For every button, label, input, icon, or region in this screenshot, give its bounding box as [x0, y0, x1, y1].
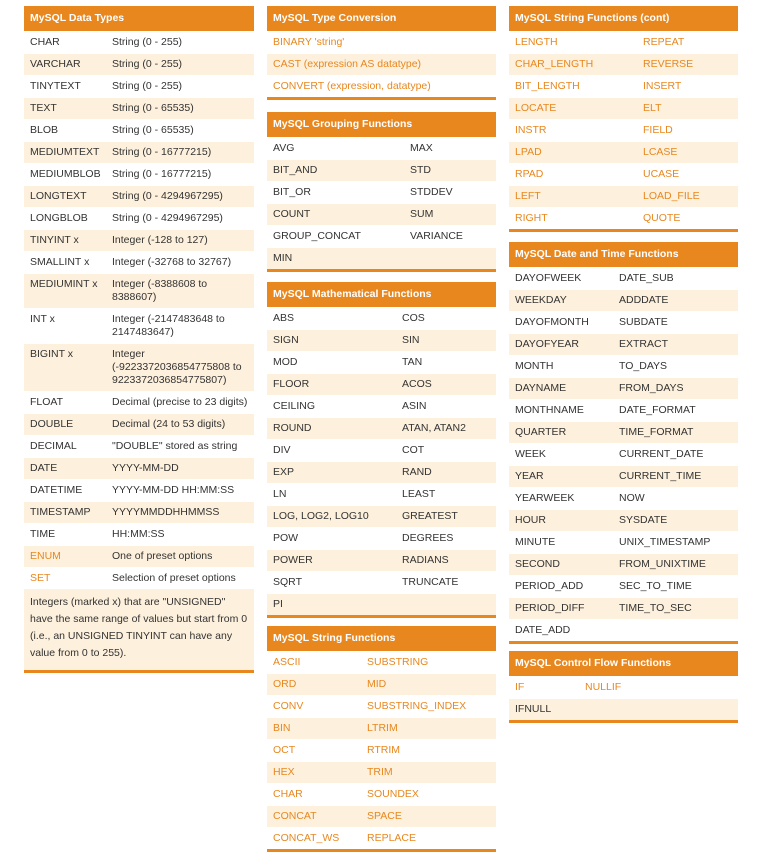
- cell-primary: CONV: [273, 700, 304, 712]
- panel-title: MySQL Data Types: [24, 6, 254, 31]
- cell-secondary: REPEAT: [643, 36, 685, 48]
- cell-secondary: STD: [410, 164, 431, 176]
- cell-secondary: [404, 248, 496, 256]
- table-row: [24, 97, 254, 119]
- cell-secondary: SPACE: [367, 810, 402, 822]
- cell-primary: DAYOFYEAR: [515, 338, 579, 350]
- table-row: [267, 439, 496, 461]
- cell-secondary: SOUNDEX: [367, 788, 419, 800]
- data-types-table: [24, 31, 254, 589]
- table-row: [24, 343, 254, 391]
- cell-primary: BIGINT x: [30, 348, 73, 360]
- cell-secondary: [579, 699, 738, 707]
- cell-secondary: LOAD_FILE: [643, 190, 700, 202]
- cell-primary: BIT_LENGTH: [515, 80, 580, 92]
- table-row: [267, 247, 496, 269]
- cell-primary: DATE_ADD: [515, 624, 571, 636]
- table-row: [267, 395, 496, 417]
- cell-secondary: UCASE: [643, 168, 680, 180]
- cell-secondary: LEAST: [402, 488, 436, 500]
- cell-primary: CHAR_LENGTH: [515, 58, 594, 70]
- cell-secondary: Integer (-9223372036854775808 to 9223372036854775807): [112, 348, 242, 386]
- cell-primary: MINUTE: [515, 536, 556, 548]
- panel-title: MySQL String Functions: [267, 626, 496, 651]
- cell-secondary: [396, 594, 496, 602]
- math-table: [267, 307, 496, 615]
- cell-primary: CONCAT_WS: [273, 832, 340, 844]
- panel-data-types: [24, 6, 254, 673]
- table-row: [509, 421, 738, 443]
- cell-secondary: GREATEST: [402, 510, 458, 522]
- cell-secondary: UNIX_TIMESTAMP: [619, 536, 711, 548]
- table-row: [509, 487, 738, 509]
- cell-primary: TINYTEXT: [30, 80, 81, 92]
- cell-secondary: DATE_SUB: [619, 272, 674, 284]
- cell-secondary: Integer (-2147483648 to 2147483647): [112, 313, 225, 338]
- table-row: [267, 225, 496, 247]
- cell-primary: EXP: [273, 466, 295, 478]
- table-row: [509, 553, 738, 575]
- cell-secondary: REVERSE: [643, 58, 694, 70]
- cell-secondary: RTRIM: [367, 744, 401, 756]
- table-row: [267, 673, 496, 695]
- cell-secondary: SEC_TO_TIME: [619, 580, 692, 592]
- table-row: [267, 739, 496, 761]
- table-row: [509, 207, 738, 229]
- table-row: [267, 181, 496, 203]
- cell-primary: INSTR: [515, 124, 547, 136]
- table-row: [267, 505, 496, 527]
- panel-title: MySQL Mathematical Functions: [267, 282, 496, 307]
- cell-primary: LN: [273, 488, 287, 500]
- cell-primary: RPAD: [515, 168, 544, 180]
- table-row: [267, 351, 496, 373]
- cell-secondary: One of preset options: [112, 550, 213, 562]
- table-row: [267, 549, 496, 571]
- cell-secondary: LTRIM: [367, 722, 398, 734]
- cell-secondary: REPLACE: [367, 832, 417, 844]
- cell-secondary: String (0 - 255): [112, 80, 183, 92]
- panel-title: MySQL Type Conversion: [267, 6, 496, 31]
- table-row: [24, 523, 254, 545]
- cell-secondary: HH:MM:SS: [112, 528, 165, 540]
- cell-secondary: SUBSTRING: [367, 656, 429, 668]
- panel-title: MySQL Date and Time Functions: [509, 242, 738, 267]
- cell-secondary: SIN: [402, 334, 420, 346]
- cell-primary: SMALLINT x: [30, 256, 90, 268]
- cell-secondary: SUBSTRING_INDEX: [367, 700, 467, 712]
- cell-primary: LONGBLOB: [30, 212, 88, 224]
- cell-primary: SECOND: [515, 558, 560, 570]
- cell-secondary: CURRENT_TIME: [619, 470, 702, 482]
- cell-secondary: SYSDATE: [619, 514, 668, 526]
- cell-secondary: LCASE: [643, 146, 678, 158]
- cell-secondary: String (0 - 65535): [112, 102, 194, 114]
- panel-control-flow-functions: [509, 651, 738, 723]
- table-row: [24, 75, 254, 97]
- cell-primary: MEDIUMBLOB: [30, 168, 101, 180]
- cell-primary: MONTH: [515, 360, 554, 372]
- table-row: [509, 333, 738, 355]
- cell-primary: DAYOFWEEK: [515, 272, 582, 284]
- cell-primary: WEEKDAY: [515, 294, 567, 306]
- cell-primary: WEEK: [515, 448, 546, 460]
- cell-primary: ROUND: [273, 422, 312, 434]
- cell-secondary: ACOS: [402, 378, 432, 390]
- cell-secondary: MID: [367, 678, 387, 690]
- table-row: [267, 159, 496, 181]
- cell-primary: INT x: [30, 313, 55, 325]
- cell-primary: SET: [30, 572, 51, 584]
- cell-secondary: SUM: [410, 208, 434, 220]
- cell-secondary: QUOTE: [643, 212, 681, 224]
- table-row: [509, 141, 738, 163]
- cell-secondary: TIME_FORMAT: [619, 426, 694, 438]
- panel-title: MySQL Control Flow Functions: [509, 651, 738, 676]
- cell-secondary: ADDDATE: [619, 294, 669, 306]
- cell-secondary: TRIM: [367, 766, 393, 778]
- table-row: [24, 251, 254, 273]
- cell-secondary: TRUNCATE: [402, 576, 459, 588]
- table-row: [24, 501, 254, 523]
- table-row: [24, 479, 254, 501]
- cell-primary: RIGHT: [515, 212, 548, 224]
- cell-secondary: FROM_DAYS: [619, 382, 684, 394]
- table-row: [509, 509, 738, 531]
- cell-primary: SIGN: [273, 334, 299, 346]
- table-row: [509, 575, 738, 597]
- table-row: [267, 373, 496, 395]
- table-row: [24, 31, 254, 53]
- table-row: [24, 119, 254, 141]
- cell-primary: MOD: [273, 356, 298, 368]
- cell-primary: ENUM: [30, 550, 61, 562]
- cell-secondary: DEGREES: [402, 532, 454, 544]
- cell-primary: YEAR: [515, 470, 544, 482]
- table-row: [267, 137, 496, 159]
- cell-secondary: String (0 - 65535): [112, 124, 194, 136]
- cell-primary: TEXT: [30, 102, 57, 114]
- panel-title: MySQL Grouping Functions: [267, 112, 496, 137]
- cell-primary: BLOB: [30, 124, 59, 136]
- table-row: [24, 163, 254, 185]
- table-row: [509, 399, 738, 421]
- table-row: [24, 308, 254, 343]
- cell-primary: IF: [515, 681, 525, 693]
- cell-secondary: RADIANS: [402, 554, 449, 566]
- table-row: [24, 273, 254, 308]
- table-row: [267, 527, 496, 549]
- table-row: [24, 53, 254, 75]
- table-row: [267, 31, 496, 53]
- cell-primary: HOUR: [515, 514, 546, 526]
- cell-primary: ASCII: [273, 656, 301, 668]
- unsigned-note: Integers (marked x) that are "UNSIGNED" have the same range of values but start from 0 (i.e., an UNSIGNED TINYINT can have any value from 0 to 255).: [24, 589, 254, 670]
- cell-primary: CHAR: [30, 36, 60, 48]
- table-row: [24, 391, 254, 413]
- table-row: [509, 53, 738, 75]
- cell-primary: CHAR: [273, 788, 303, 800]
- cell-primary: FLOOR: [273, 378, 310, 390]
- control-flow-table: [509, 676, 738, 720]
- cell-primary: GROUP_CONCAT: [273, 230, 361, 242]
- cell-secondary: STDDEV: [410, 186, 453, 198]
- cell-primary: DATE: [30, 462, 58, 474]
- table-row: [509, 163, 738, 185]
- cell-secondary: VARIANCE: [410, 230, 463, 242]
- cell-primary: CAST (expression AS datatype): [273, 58, 422, 70]
- table-row: [267, 695, 496, 717]
- table-row: [24, 545, 254, 567]
- cell-primary: LEFT: [515, 190, 541, 202]
- table-row: [509, 597, 738, 619]
- cell-secondary: Selection of preset options: [112, 572, 236, 584]
- cell-primary: MEDIUMINT x: [30, 278, 98, 290]
- table-row: [267, 827, 496, 849]
- table-row: [267, 593, 496, 615]
- table-row: [509, 619, 738, 641]
- table-row: [267, 571, 496, 593]
- panel-grouping-functions: [267, 112, 496, 272]
- cell-primary: QUARTER: [515, 426, 567, 438]
- table-row: [24, 567, 254, 589]
- table-row: [509, 289, 738, 311]
- cell-primary: BIT_AND: [273, 164, 318, 176]
- panel-math-functions: [267, 282, 496, 618]
- cell-secondary: TAN: [402, 356, 423, 368]
- cell-secondary: NULLIF: [585, 681, 622, 693]
- table-row: [509, 31, 738, 53]
- table-row: [509, 119, 738, 141]
- cell-primary: FLOAT: [30, 396, 64, 408]
- cell-secondary: MAX: [410, 142, 433, 154]
- cell-primary: MONTHNAME: [515, 404, 584, 416]
- cell-primary: VARCHAR: [30, 58, 81, 70]
- cell-primary: TIMESTAMP: [30, 506, 91, 518]
- cell-secondary: CURRENT_DATE: [619, 448, 704, 460]
- cell-primary: IFNULL: [515, 703, 552, 715]
- table-row: [267, 483, 496, 505]
- table-row: [267, 461, 496, 483]
- cell-primary: MIN: [273, 252, 293, 264]
- cell-secondary: String (0 - 255): [112, 58, 183, 70]
- cell-secondary: YYYYMMDDHHMMSS: [112, 506, 220, 518]
- cell-secondary: EXTRACT: [619, 338, 669, 350]
- cell-secondary: Decimal (24 to 53 digits): [112, 418, 226, 430]
- cell-secondary: String (0 - 16777215): [112, 146, 212, 158]
- cell-primary: CONCAT: [273, 810, 317, 822]
- table-row: [267, 761, 496, 783]
- cell-secondary: COS: [402, 312, 425, 324]
- cell-primary: DOUBLE: [30, 418, 74, 430]
- table-row: [509, 355, 738, 377]
- cell-secondary: ELT: [643, 102, 662, 114]
- table-row: [267, 53, 496, 75]
- cell-secondary: ASIN: [402, 400, 427, 412]
- table-row: [509, 267, 738, 289]
- panel-title: MySQL String Functions (cont): [509, 6, 738, 31]
- cell-secondary: String (0 - 4294967295): [112, 190, 223, 202]
- table-row: [267, 805, 496, 827]
- cell-secondary: ATAN, ATAN2: [402, 422, 466, 434]
- cell-primary: BIN: [273, 722, 291, 734]
- table-row: [24, 141, 254, 163]
- table-row: [267, 203, 496, 225]
- cell-primary: COUNT: [273, 208, 311, 220]
- table-row: [267, 417, 496, 439]
- cell-primary: AVG: [273, 142, 295, 154]
- cell-secondary: Decimal (precise to 23 digits): [112, 396, 248, 408]
- table-row: [267, 717, 496, 739]
- cell-primary: LONGTEXT: [30, 190, 87, 202]
- table-row: [267, 307, 496, 329]
- date-time-table: [509, 267, 738, 641]
- cell-secondary: SUBDATE: [619, 316, 668, 328]
- cell-primary: ABS: [273, 312, 295, 324]
- cell-primary: TINYINT x: [30, 234, 79, 246]
- cell-secondary: FROM_UNIXTIME: [619, 558, 706, 570]
- cell-primary: POWER: [273, 554, 313, 566]
- cell-primary: TIME: [30, 528, 56, 540]
- table-row: [509, 531, 738, 553]
- cell-primary: PI: [273, 598, 283, 610]
- grouping-table: [267, 137, 496, 269]
- cell-secondary: Integer (-32768 to 32767): [112, 256, 232, 268]
- cell-secondary: Integer (-128 to 127): [112, 234, 208, 246]
- cell-secondary: String (0 - 4294967295): [112, 212, 223, 224]
- table-row: [267, 783, 496, 805]
- cell-primary: DIV: [273, 444, 291, 456]
- cell-primary: PERIOD_ADD: [515, 580, 584, 592]
- cell-secondary: TIME_TO_SEC: [619, 602, 692, 614]
- cell-secondary: [613, 620, 738, 628]
- table-row: [24, 207, 254, 229]
- table-row: [267, 75, 496, 97]
- table-row: [24, 435, 254, 457]
- cell-secondary: "DOUBLE" stored as string: [112, 440, 238, 452]
- cell-primary: DAYOFMONTH: [515, 316, 589, 328]
- cell-secondary: DATE_FORMAT: [619, 404, 696, 416]
- cell-secondary: Integer (-8388608 to 8388607): [112, 278, 208, 303]
- cell-primary: LOG, LOG2, LOG10: [273, 510, 369, 522]
- cell-primary: ORD: [273, 678, 297, 690]
- cell-primary: LPAD: [515, 146, 542, 158]
- type-conversion-table: [267, 31, 496, 97]
- cell-primary: POW: [273, 532, 299, 544]
- cell-primary: CONVERT (expression, datatype): [273, 80, 431, 92]
- panel-string-functions: [267, 626, 496, 852]
- panel-date-time-functions: [509, 242, 738, 644]
- table-row: [509, 377, 738, 399]
- table-row: [509, 75, 738, 97]
- cell-primary: HEX: [273, 766, 295, 778]
- cell-secondary: String (0 - 255): [112, 36, 183, 48]
- cell-primary: DATETIME: [30, 484, 83, 496]
- cell-secondary: INSERT: [643, 80, 682, 92]
- cell-secondary: COT: [402, 444, 425, 456]
- cell-primary: BINARY 'string': [273, 36, 345, 48]
- cell-secondary: RAND: [402, 466, 432, 478]
- cell-primary: SQRT: [273, 576, 302, 588]
- table-row: [24, 413, 254, 435]
- panel-type-conversion: [267, 6, 496, 100]
- table-row: [509, 185, 738, 207]
- cell-primary: OCT: [273, 744, 296, 756]
- table-row: [267, 651, 496, 673]
- table-row: [509, 465, 738, 487]
- table-row: [509, 676, 738, 698]
- table-row: [24, 185, 254, 207]
- string-table: [267, 651, 496, 849]
- cell-secondary: String (0 - 16777215): [112, 168, 212, 180]
- table-row: [509, 443, 738, 465]
- cell-primary: LOCATE: [515, 102, 557, 114]
- cell-secondary: FIELD: [643, 124, 673, 136]
- panel-string-functions-cont: [509, 6, 738, 232]
- cell-secondary: NOW: [619, 492, 645, 504]
- table-row: [509, 311, 738, 333]
- table-row: [24, 229, 254, 251]
- cell-secondary: TO_DAYS: [619, 360, 668, 372]
- string-cont-table: [509, 31, 738, 229]
- cell-primary: CEILING: [273, 400, 316, 412]
- cell-secondary: YYYY-MM-DD HH:MM:SS: [112, 484, 235, 496]
- table-row: [509, 698, 738, 720]
- cell-primary: YEARWEEK: [515, 492, 575, 504]
- cell-primary: DECIMAL: [30, 440, 77, 452]
- cell-primary: MEDIUMTEXT: [30, 146, 100, 158]
- cell-primary: BIT_OR: [273, 186, 311, 198]
- cell-secondary: YYYY-MM-DD: [112, 462, 179, 474]
- table-row: [509, 97, 738, 119]
- cell-primary: PERIOD_DIFF: [515, 602, 585, 614]
- table-row: [267, 329, 496, 351]
- cell-primary: LENGTH: [515, 36, 558, 48]
- cell-primary: DAYNAME: [515, 382, 567, 394]
- table-row: [24, 457, 254, 479]
